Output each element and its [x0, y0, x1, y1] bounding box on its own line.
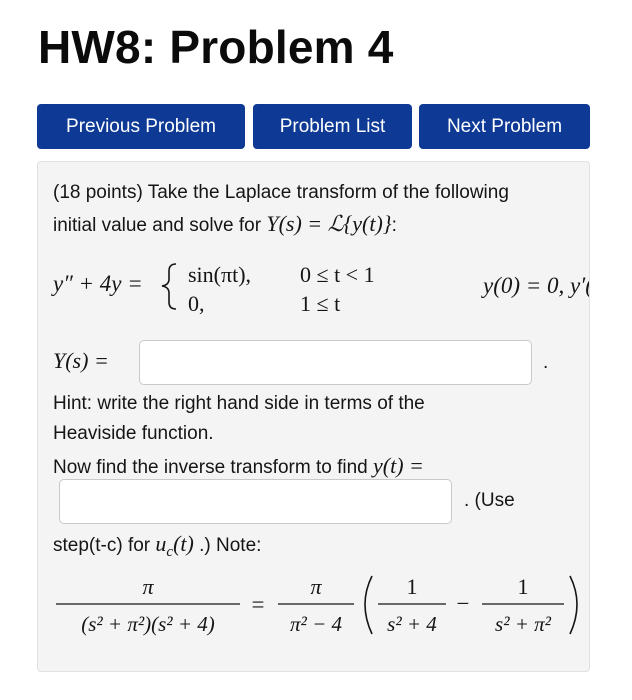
Y-answer-input[interactable]: [139, 340, 532, 385]
note-left-denominator: (s² + π²)(s² + 4): [81, 612, 215, 636]
step-math-tail: (t): [173, 531, 194, 556]
partial-fraction-note: [38, 562, 590, 652]
intro-line2-text: initial value and solve for: [53, 215, 267, 236]
note-frac1-denominator: s² + 4: [387, 612, 437, 636]
Y-label: Y(s) =: [53, 348, 109, 373]
use-text: . (Use: [464, 490, 515, 511]
note-coef-numerator: π: [310, 574, 322, 599]
note-minus: −: [456, 591, 470, 616]
case1-expression: sin(πt),: [188, 262, 252, 287]
previous-problem-button[interactable]: Previous Problem: [37, 104, 245, 149]
ode-lhs: y″ + 4y =: [53, 271, 143, 296]
case1-condition: 0 ≤ t < 1: [300, 262, 375, 287]
problem-list-button[interactable]: Problem List: [253, 104, 412, 149]
note-frac2-denominator: s² + π²: [495, 612, 551, 636]
note-frac2-numerator: 1: [517, 574, 529, 599]
step-math-u: u: [155, 531, 167, 556]
step-text: step(t-c) for: [53, 535, 156, 556]
case2-condition: 1 ≤ t: [300, 291, 341, 316]
problem-intro-line2: [53, 211, 397, 237]
hint-line2: Heaviside function.: [53, 423, 214, 444]
note-coef-denominator: π² − 4: [290, 612, 342, 636]
y-answer-input[interactable]: [59, 479, 452, 524]
note-frac1-numerator: 1: [406, 574, 418, 599]
note-left-numerator: π: [142, 574, 154, 599]
intro-line2-colon: :: [391, 215, 397, 236]
next-problem-button[interactable]: Next Problem: [419, 104, 590, 149]
note-text: .) Note:: [193, 535, 262, 556]
page-title: HW8: Problem 4: [38, 21, 394, 73]
inverse-instruction: [53, 453, 424, 479]
laplace-definition-math: Y(s) = ℒ{y(t)}: [266, 211, 392, 236]
piecewise-brace: [162, 264, 176, 309]
Y-period: .: [543, 352, 549, 373]
note-left-paren: [365, 576, 372, 634]
problem-panel: [37, 161, 605, 672]
initial-conditions: y(0) = 0, y′(0: [483, 273, 605, 298]
note-equals: =: [251, 592, 265, 617]
hint-line1: Hint: write the right hand side in terms of the: [53, 393, 425, 414]
inverse-text: Now find the inverse transform to find: [53, 457, 373, 478]
ode-equation: [38, 250, 605, 322]
step-math-sub: c: [166, 543, 174, 560]
problem-intro-line1: (18 points) Take the Laplace transform of the following: [53, 182, 509, 203]
inverse-math: y(t) =: [372, 453, 424, 478]
note-right-paren: [570, 576, 577, 634]
step-instruction: [53, 531, 261, 561]
case2-expression: 0,: [188, 291, 205, 316]
